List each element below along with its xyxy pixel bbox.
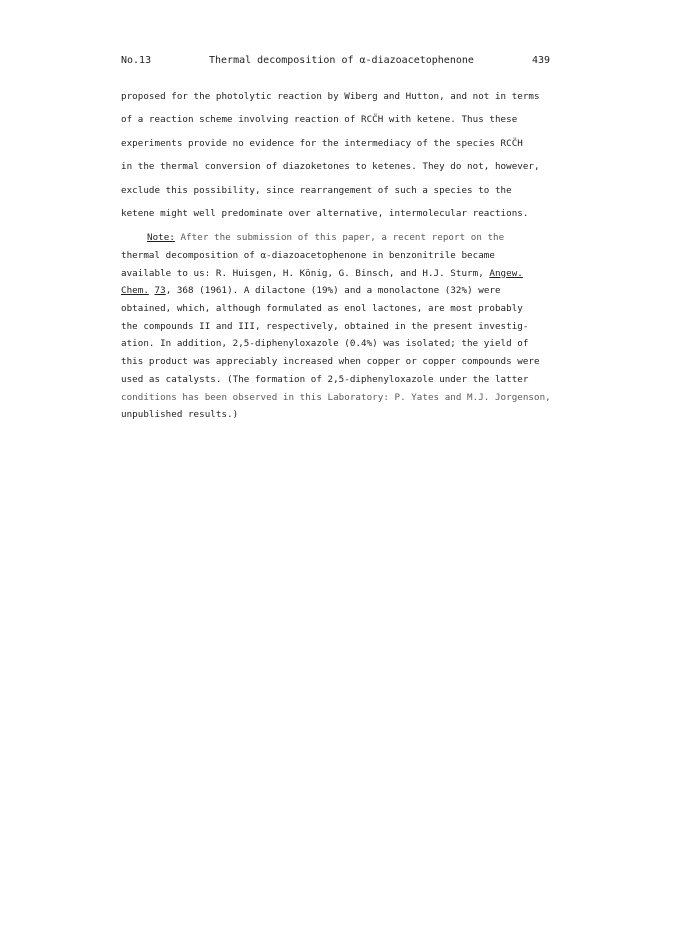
text-line: [121, 284, 571, 302]
running-title: Thermal decomposition of α-diazoacetophenone: [209, 55, 474, 66]
text-line: unpublished results.): [121, 409, 239, 421]
page-number: 439: [531, 55, 550, 66]
note-label: Note:: [147, 232, 175, 244]
journal-abbrev-cont: Chem.: [121, 285, 149, 297]
text-line: the compounds II and III, respectively, obtained in the present investig-: [121, 320, 529, 332]
text-line: conditions has been observed in this Laboratory: P. Yates and M.J. Jorgenson,: [121, 391, 551, 403]
text-line: used as catalysts. (The formation of 2,5-diphenyloxazole under the latter: [121, 373, 529, 385]
note-line-1-text: After the submission of this paper, a recent report on the: [174, 232, 505, 244]
text-line: experiments provide no evidence for the intermediacy of the species RCC̈H: [121, 137, 523, 149]
text-line: [121, 267, 571, 285]
text-line: [121, 231, 571, 249]
text-line: proposed for the photolytic reaction by Wiberg and Hutton, and not in terms: [121, 91, 540, 102]
text-line: in the thermal conversion of diazoketones to ketenes. They do not, however,: [121, 161, 540, 173]
note-paragraph: [121, 231, 571, 426]
note-line-4-text: , 368 (1961). A dilactone (19%) and a monolactone (32%) were: [165, 285, 501, 297]
text-line: ation. In addition, 2,5-diphenyloxazole (0.4%) was isolated; the yield of: [121, 338, 529, 350]
body-text: [121, 90, 571, 426]
journal-abbrev: Angew.: [489, 267, 523, 279]
text-line: ketene might well predominate over alternative, intermolecular reactions.: [121, 207, 529, 219]
text-line: obtained, which, although formulated as enol lactones, are most probably: [121, 303, 523, 315]
running-header: [121, 55, 561, 69]
note-line-3-text: available to us: R. Huisgen, H. König, G. Binsch, and H.J. Sturm,: [121, 267, 490, 279]
journal-issue: No.13: [121, 55, 152, 66]
text-line: thermal decomposition of α-diazoacetophenone in benzonitrile became: [121, 250, 495, 262]
main-paragraph: [121, 90, 571, 230]
text-line: exclude this possibility, since rearrangement of such a species to the: [121, 184, 512, 196]
journal-volume: 73: [154, 285, 166, 297]
text-line: of a reaction scheme involving reaction of RCC̈H with ketene. Thus these: [121, 114, 518, 126]
text-line: this product was appreciably increased when copper or copper compounds were: [121, 356, 540, 368]
